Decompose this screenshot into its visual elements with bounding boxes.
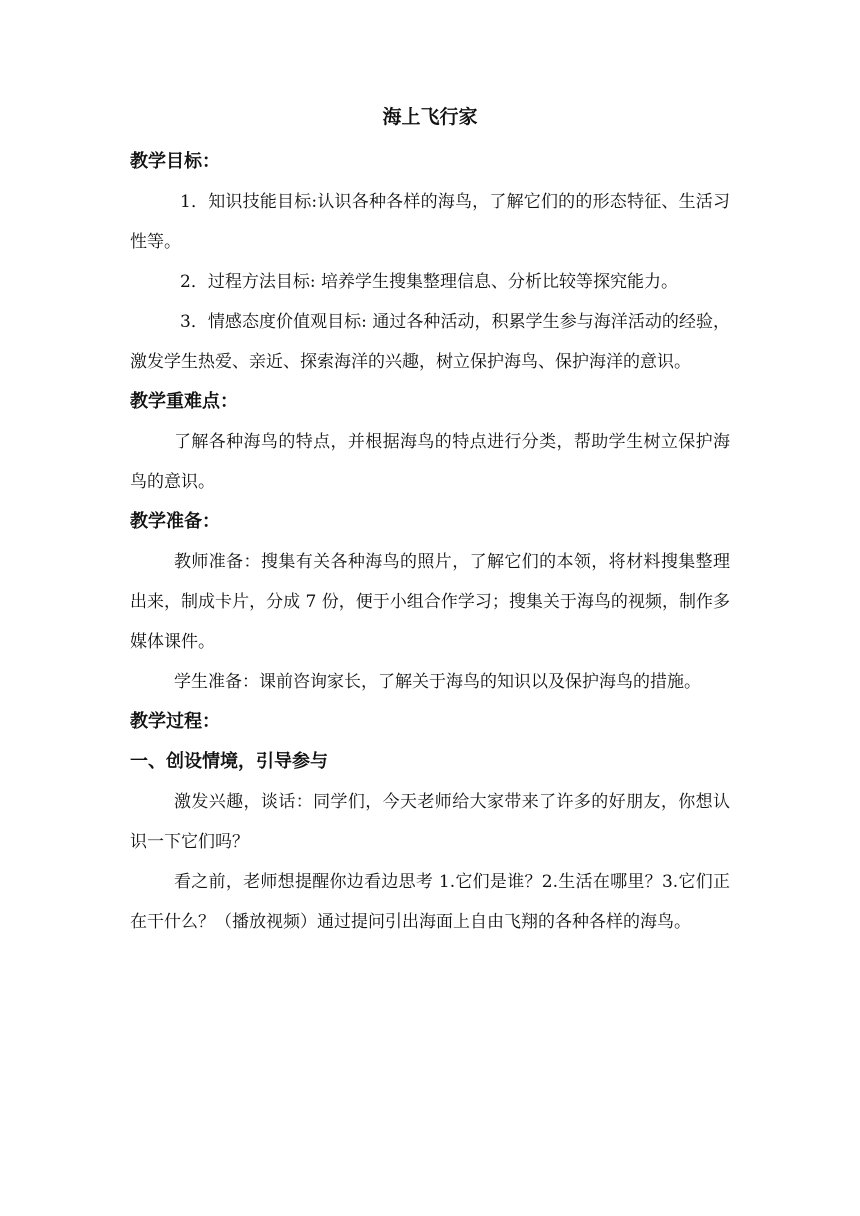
key-points-text: 了解各种海鸟的特点，并根据海鸟的特点进行分类，帮助学生树立保护海鸟的意识。: [130, 432, 730, 492]
step-one-heading: 一、创设情境，引导参与: [130, 751, 328, 772]
student-preparation: 学生准备：课前咨询家长，了解关于海鸟的知识以及保护海鸟的措施。: [174, 672, 701, 692]
objective-item: 2．过程方法目标: 培养学生搜集整理信息、分析比较等探究能力。: [180, 272, 678, 292]
objective-item: 1．知识技能目标:认识各种各样的海鸟，了解它们的的形态特征、生活习性等。: [130, 192, 730, 252]
objective-item: 3．情感态度价值观目标: 通过各种活动，积累学生参与海洋活动的经验，激发学生热爱、亲近、探索海洋的兴趣，树立保护海鸟、保护海洋的意识。: [130, 312, 730, 372]
process-heading: 教学过程：: [130, 711, 220, 732]
key-points-heading: 教学重难点：: [130, 391, 238, 412]
document-title: 海上飞行家: [382, 106, 478, 128]
preparation-heading: 教学准备：: [130, 511, 220, 532]
objectives-heading: 教学目标：: [130, 151, 220, 172]
step-one-paragraph: 激发兴趣，谈话：同学们，今天老师给大家带来了许多的好朋友，你想认识一下它们吗？: [130, 792, 730, 852]
document-body: [130, 142, 730, 942]
step-one-paragraph: 看之前，老师想提醒你边看边思考 1.它们是谁？2.生活在哪里？3.它们正在干什么？（播放视频）通过提问引出海面上自由飞翔的各种各样的海鸟。: [130, 872, 730, 932]
teacher-preparation: 教师准备：搜集有关各种海鸟的照片，了解它们的本领，将材料搜集整理出来，制成卡片，分成 7 份，便于小组合作学习；搜集关于海鸟的视频，制作多媒体课件。: [130, 552, 730, 652]
